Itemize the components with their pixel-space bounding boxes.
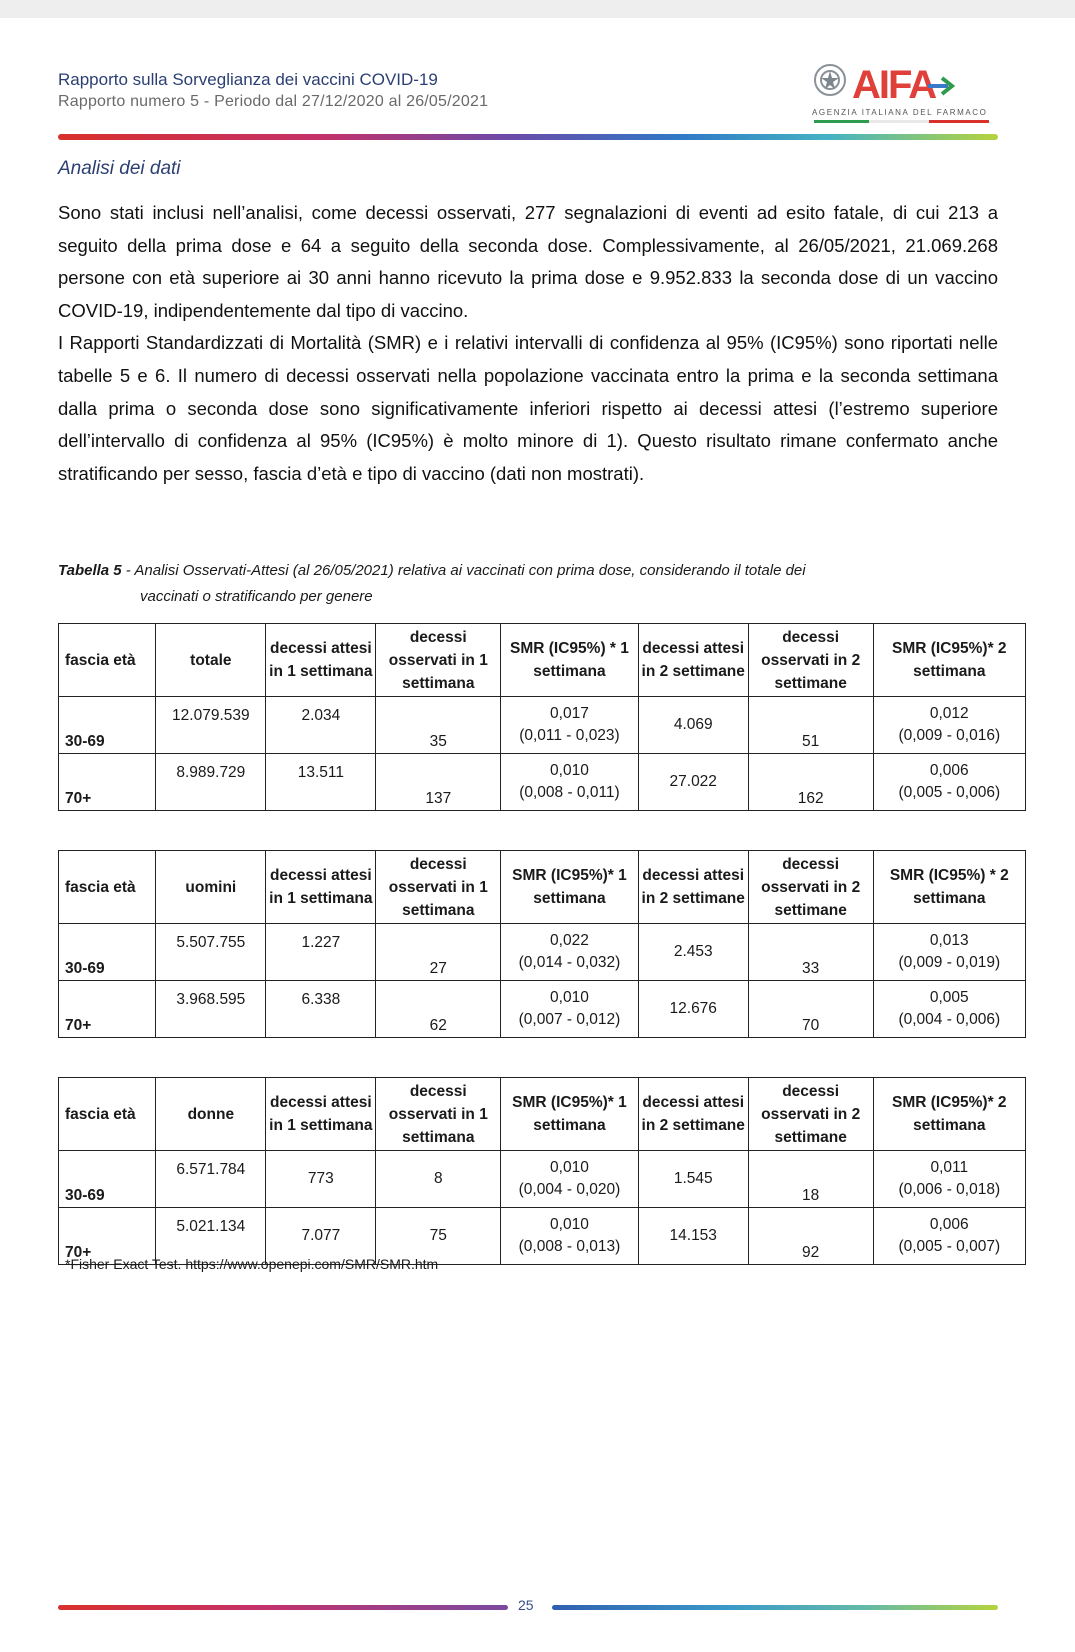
smr-2w-cell <box>873 754 1025 811</box>
smr-ci: (0,004 - 0,020) <box>518 1181 621 1198</box>
col-header: SMR (IC95%) * 1 settimana <box>501 624 639 697</box>
smr-1w-cell <box>501 924 639 981</box>
age-cell: 30-69 <box>59 1151 156 1208</box>
observed-1w-cell: 62 <box>376 981 501 1038</box>
observed-1w-cell: 75 <box>376 1208 501 1265</box>
col-header: totale <box>156 624 266 697</box>
table-row <box>59 697 1026 754</box>
page-number: 25 <box>518 1597 534 1613</box>
expected-1w-cell: 6.338 <box>266 981 376 1038</box>
paragraph-2: I Rapporti Standardizzati di Mortalità (SMR) e i relativi intervalli di confidenza al 95% (IC95%) sono riportati nelle tabelle 5 e 6. Il numero di decessi osservati nella popolazione vaccinata entro la prima e la seconda settimana dalla prima o seconda dose sono significativamente inferiori rispetto ai decessi attesi (l’estremo superiore dell’intervallo di confidenza al 95% (IC95%) è molto minore di 1). Questo risultato rimane confermato anche stratificando per sesso, fascia d’età e tipo di vaccino (dati non mostrati). <box>58 332 998 484</box>
table-header-row <box>59 1078 1026 1151</box>
observed-2w-cell: 70 <box>748 981 873 1038</box>
expected-1w-cell: 773 <box>266 1151 376 1208</box>
svg-text:AIFA: AIFA <box>852 63 936 107</box>
smr-ci: (0,008 - 0,013) <box>518 1238 621 1255</box>
smr-1w-cell <box>501 981 639 1038</box>
col-header: decessi osservati in 2 settimane <box>748 624 873 697</box>
report-title: Rapporto sulla Sorveglianza dei vaccini COVID-19 <box>58 70 438 89</box>
footer-divider-left <box>58 1605 508 1610</box>
observed-1w-cell: 137 <box>376 754 501 811</box>
col-header: uomini <box>156 851 266 924</box>
smr-ci: (0,005 - 0,007) <box>898 1238 1001 1255</box>
smr-value: 0,011 <box>930 1159 969 1176</box>
smr-value: 0,010 <box>550 1216 589 1233</box>
expected-2w-cell: 2.453 <box>638 924 748 981</box>
footer-divider-right <box>552 1605 998 1610</box>
population-cell: 3.968.595 <box>156 981 266 1038</box>
observed-2w-cell: 18 <box>748 1151 873 1208</box>
smr-2w-cell <box>873 697 1025 754</box>
expected-2w-cell: 14.153 <box>638 1208 748 1265</box>
col-header: decessi osservati in 1 settimana <box>376 1078 501 1151</box>
section-title: Analisi dei dati <box>58 158 181 179</box>
observed-1w-cell: 8 <box>376 1151 501 1208</box>
smr-1w-cell <box>501 1151 639 1208</box>
expected-2w-cell: 27.022 <box>638 754 748 811</box>
observed-2w-cell: 92 <box>748 1208 873 1265</box>
population-cell: 12.079.539 <box>156 697 266 754</box>
expected-1w-cell: 13.511 <box>266 754 376 811</box>
col-header: decessi attesi in 2 settimane <box>638 851 748 924</box>
col-header: decessi attesi in 2 settimane <box>638 624 748 697</box>
observed-1w-cell: 35 <box>376 697 501 754</box>
smr-ci: (0,011 - 0,023) <box>519 727 620 744</box>
col-header: SMR (IC95%)* 2 settimana <box>873 1078 1025 1151</box>
body-text <box>58 197 998 490</box>
col-header: decessi osservati in 2 settimane <box>748 851 873 924</box>
table-row <box>59 1151 1026 1208</box>
table-uomini <box>58 850 1026 1038</box>
observed-2w-cell: 33 <box>748 924 873 981</box>
col-header: decessi attesi in 1 settimana <box>266 1078 376 1151</box>
observed-1w-cell: 27 <box>376 924 501 981</box>
col-header: donne <box>156 1078 266 1151</box>
table-header-row <box>59 624 1026 697</box>
smr-2w-cell <box>873 981 1025 1038</box>
expected-2w-cell: 4.069 <box>638 697 748 754</box>
age-cell: 70+ <box>59 981 156 1038</box>
col-header: decessi osservati in 1 settimana <box>376 851 501 924</box>
observed-2w-cell: 51 <box>748 697 873 754</box>
smr-1w-cell <box>501 1208 639 1265</box>
col-header: fascia età <box>59 624 156 697</box>
smr-value: 0,010 <box>550 989 589 1006</box>
table-row <box>59 754 1026 811</box>
population-cell: 6.571.784 <box>156 1151 266 1208</box>
expected-1w-cell: 2.034 <box>266 697 376 754</box>
smr-value: 0,022 <box>550 932 589 949</box>
observed-2w-cell: 162 <box>748 754 873 811</box>
caption-line-2: vaccinati o stratificando per genere <box>140 588 373 605</box>
table-caption <box>58 558 998 610</box>
smr-value: 0,010 <box>550 762 589 779</box>
caption-label: Tabella 5 <box>58 562 122 579</box>
age-cell: 30-69 <box>59 924 156 981</box>
smr-2w-cell <box>873 924 1025 981</box>
paragraph-1: Sono stati inclusi nell’analisi, come decessi osservati, 277 segnalazioni di eventi ad esito fatale, di cui 213 a seguito della prima dose e 64 a seguito della seconda dose. Complessivamente, al 26/05/2021, 21.069.268 persone con età superiore ai 30 anni hanno ricevuto la prima dose e 9.952.833 la seconda dose di un vaccino COVID-19, indipendentemente dal tipo di vaccino. <box>58 202 998 321</box>
age-cell: 70+ <box>59 754 156 811</box>
expected-1w-cell: 7.077 <box>266 1208 376 1265</box>
logo-caption: AGENZIA ITALIANA DEL FARMACO <box>812 108 988 117</box>
col-header: SMR (IC95%)* 1 settimana <box>501 1078 639 1151</box>
col-header: fascia età <box>59 1078 156 1151</box>
smr-ci: (0,007 - 0,012) <box>518 1011 621 1028</box>
col-header: decessi attesi in 1 settimana <box>266 851 376 924</box>
table-header-row <box>59 851 1026 924</box>
population-cell: 5.507.755 <box>156 924 266 981</box>
smr-value: 0,006 <box>929 1216 969 1233</box>
col-header: SMR (IC95%)* 2 settimana <box>873 624 1025 697</box>
expected-2w-cell: 12.676 <box>638 981 748 1038</box>
caption-line-1: - Analisi Osservati-Attesi (al 26/05/2021) relativa ai vaccinati con prima dose, considerando il totale dei <box>121 562 806 579</box>
age-cell: 70+ <box>59 1208 156 1265</box>
col-header: decessi osservati in 2 settimane <box>748 1078 873 1151</box>
table-row <box>59 981 1026 1038</box>
smr-1w-cell <box>501 697 639 754</box>
smr-ci: (0,014 - 0,032) <box>518 954 621 971</box>
col-header: SMR (IC95%) * 2 settimana <box>873 851 1025 924</box>
table-row <box>59 924 1026 981</box>
table-totale <box>58 623 1026 811</box>
population-cell: 8.989.729 <box>156 754 266 811</box>
expected-1w-cell: 1.227 <box>266 924 376 981</box>
header-divider <box>58 134 998 140</box>
col-header: SMR (IC95%)* 1 settimana <box>501 851 639 924</box>
expected-2w-cell: 1.545 <box>638 1151 748 1208</box>
report-subtitle: Rapporto numero 5 - Periodo dal 27/12/2020 al 26/05/2021 <box>58 93 489 110</box>
smr-value: 0,013 <box>929 932 969 949</box>
smr-ci: (0,009 - 0,016) <box>898 727 1001 744</box>
population-cell: 5.021.134 <box>156 1208 266 1265</box>
smr-value: 0,017 <box>550 705 589 722</box>
col-header: decessi osservati in 1 settimana <box>376 624 501 697</box>
smr-value: 0,012 <box>929 705 969 722</box>
smr-1w-cell <box>501 754 639 811</box>
smr-ci: (0,008 - 0,011) <box>519 784 620 801</box>
footnote: *Fisher Exact Test. https://www.openepi.com/SMR/SMR.htm <box>65 1256 439 1272</box>
smr-ci: (0,005 - 0,006) <box>898 784 1001 801</box>
smr-ci: (0,006 - 0,018) <box>898 1181 1001 1198</box>
smr-2w-cell <box>873 1151 1025 1208</box>
table-donne <box>58 1077 1026 1265</box>
smr-value: 0,006 <box>929 762 969 779</box>
smr-value: 0,005 <box>929 989 969 1006</box>
col-header: decessi attesi in 1 settimana <box>266 624 376 697</box>
col-header: decessi attesi in 2 settimane <box>638 1078 748 1151</box>
smr-value: 0,010 <box>550 1159 589 1176</box>
top-bar <box>0 0 1075 18</box>
emblem-icon <box>815 65 845 95</box>
smr-2w-cell <box>873 1208 1025 1265</box>
smr-ci: (0,009 - 0,019) <box>898 954 1001 971</box>
smr-ci: (0,004 - 0,006) <box>898 1011 1001 1028</box>
col-header: fascia età <box>59 851 156 924</box>
age-cell: 30-69 <box>59 697 156 754</box>
